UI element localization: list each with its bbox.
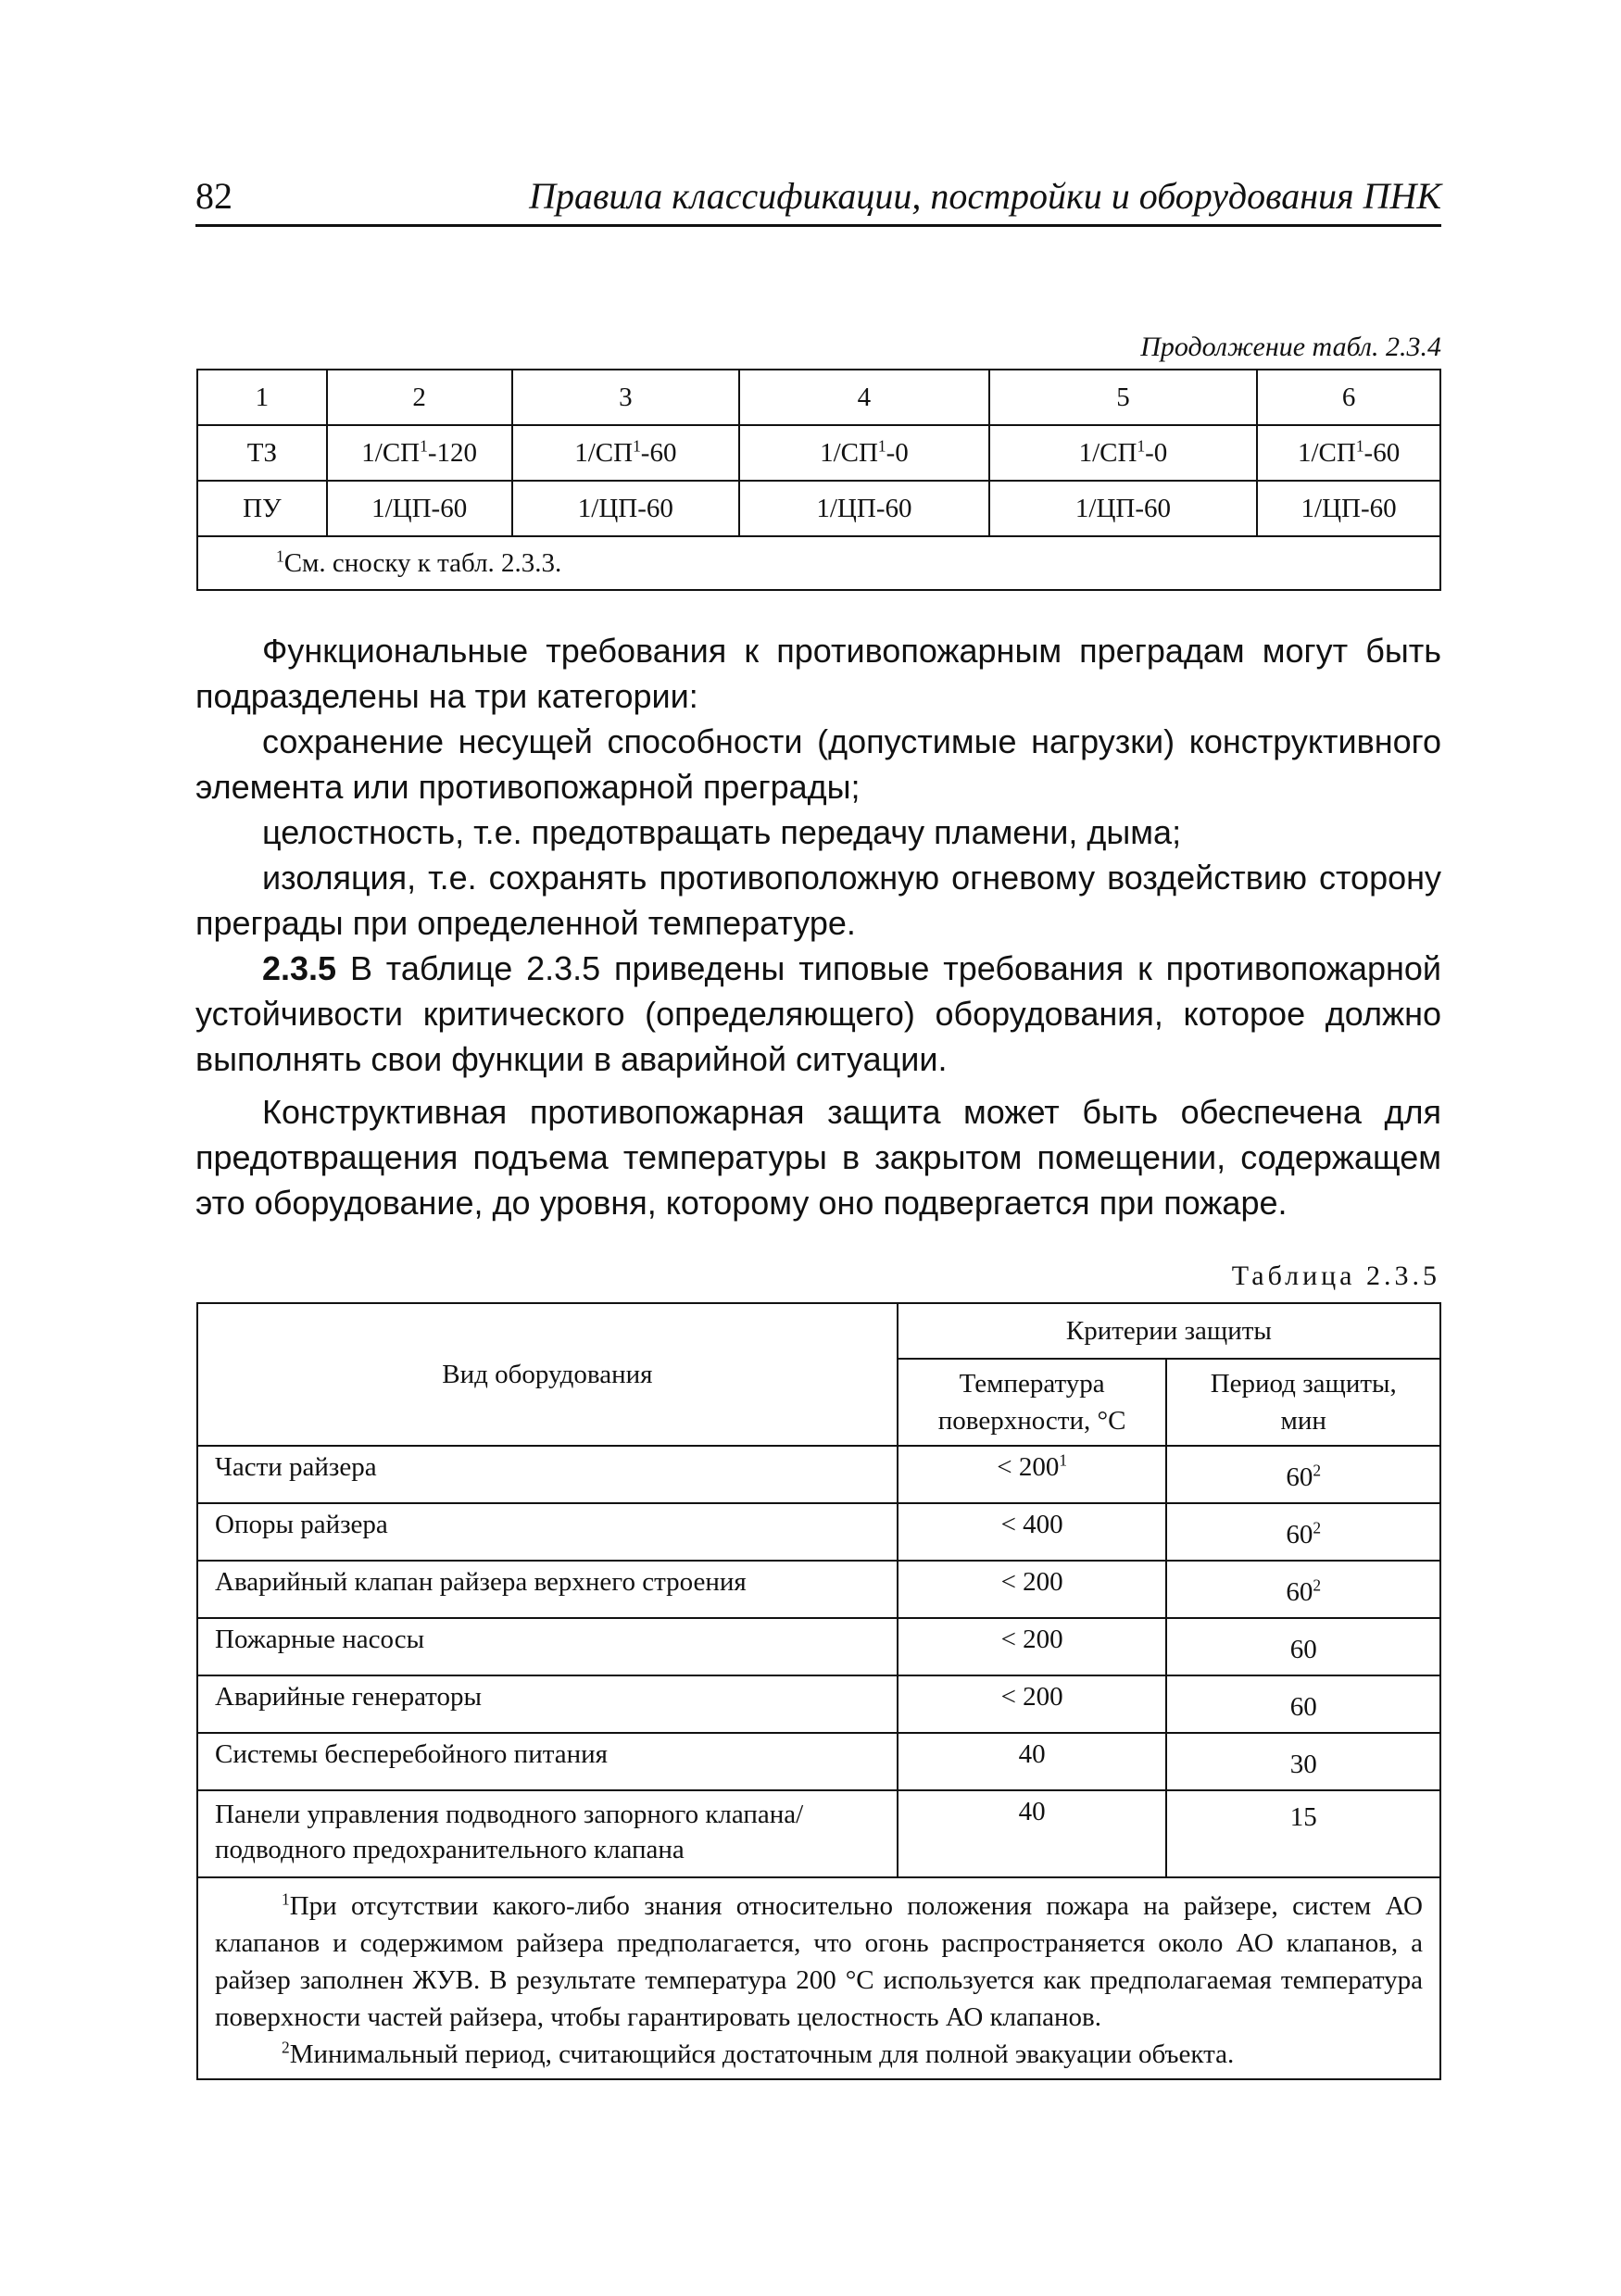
period-cell: 15 [1166, 1790, 1440, 1877]
paragraph: Функциональные требования к противопожарным преградам могут быть подразделены на три категории: [195, 632, 1441, 715]
table-234-row-label: ТЗ [197, 425, 327, 481]
equipment-cell: Системы бесперебойного питания [197, 1733, 898, 1790]
table-234-cell: $1/СП^1-60$ [512, 425, 740, 481]
table-235-notes-row [197, 1877, 1440, 2079]
temp-cell: < 200 [898, 1675, 1167, 1733]
table-234-cell: $1/СП^1-0$ [989, 425, 1258, 481]
table-row [197, 1733, 1440, 1790]
col-criteria-header: Критерии защиты [898, 1303, 1440, 1359]
table-234-row-tz [197, 425, 1440, 481]
table-234-header-cell: 1 [197, 370, 327, 425]
table-234-cell: 1/ЦП-60 [327, 481, 512, 536]
paragraph: 2.3.5 В таблице 2.3.5 приведены типовые требования к противопожарной устойчивости критического (определяющего) оборудования, которое должно выполнять свои функции в аварийной ситуации. [195, 949, 1441, 1078]
equipment-cell: Части райзера [197, 1446, 898, 1503]
paragraph: сохранение несущей способности (допустимые нагрузки) конструктивного элемента или противопожарной преграды; [195, 722, 1441, 806]
table-row [197, 1790, 1440, 1877]
table-234-header-row [197, 370, 1440, 425]
temp-cell: < 200 [898, 1618, 1167, 1675]
table-234-cell: 1/ЦП-60 [1257, 481, 1440, 536]
body-text [195, 628, 1441, 1225]
running-header [195, 169, 1441, 227]
table-234-cell: $1/СП^1-120$ [327, 425, 512, 481]
col-equipment-header: Вид оборудования [197, 1303, 898, 1446]
temp-cell: < 200 [898, 1561, 1167, 1618]
period-cell: $60^2$ [1166, 1561, 1440, 1618]
equipment-cell: Опоры райзера [197, 1503, 898, 1561]
table-235 [196, 1302, 1441, 2080]
paragraph: целостность, т.е. предотвращать передачу пламени, дыма; [262, 813, 1182, 851]
table-234-header-cell: 5 [989, 370, 1258, 425]
table-234-cell: 1/ЦП-60 [512, 481, 740, 536]
equipment-cell: Аварийный клапан райзера верхнего строения [197, 1561, 898, 1618]
table-234-header-cell: 4 [739, 370, 989, 425]
table-234-caption: Продолжение табл. 2.3.4 [1140, 332, 1441, 362]
table-234-cell: $1/СП^1-60$ [1257, 425, 1440, 481]
table-234-row-pu [197, 481, 1440, 536]
section-number: 2.3.5 [262, 949, 337, 987]
table-235-caption: Таблица 2.3.5 [1231, 1261, 1440, 1291]
col-temp-header: Температура поверхности, °С [898, 1359, 1167, 1446]
table-234-header-cell: 3 [512, 370, 740, 425]
table-234-row-label: ПУ [197, 481, 327, 536]
period-cell: 60 [1166, 1618, 1440, 1675]
footnote-2: $^2$Минимальный период, считающийся достаточным для полной эвакуации объекта. [282, 2038, 1235, 2069]
table-row [197, 1446, 1440, 1503]
table-234-footnote-row [197, 536, 1440, 590]
table-234-header-cell: 6 [1257, 370, 1440, 425]
equipment-cell: Пожарные насосы [197, 1618, 898, 1675]
temp-cell: 40 [898, 1790, 1167, 1877]
paragraph: изоляция, т.е. сохранять противоположную огневому воздействию сторону преграды при определенной температуре. [195, 859, 1441, 942]
equipment-cell: Аварийные генераторы [197, 1675, 898, 1733]
equipment-cell: Панели управления подводного запорного клапана/ подводного предохранительного клапана [197, 1790, 898, 1877]
period-cell: $60^2$ [1166, 1503, 1440, 1561]
period-cell: 30 [1166, 1733, 1440, 1790]
table-234-cell: 1/ЦП-60 [739, 481, 989, 536]
page-number: 82 [195, 175, 232, 217]
table-row [197, 1503, 1440, 1561]
table-234-footnote: $^1$См. сноску к табл. 2.3.3. [197, 536, 1440, 590]
table-234-header-cell: 2 [327, 370, 512, 425]
col-period-header: Период защиты, мин [1166, 1359, 1440, 1446]
temp-cell: < 400 [898, 1503, 1167, 1561]
table-row [197, 1618, 1440, 1675]
running-title: Правила классификации, постройки и оборудования ПНК [529, 175, 1441, 217]
temp-cell: < $200^1$ [898, 1446, 1167, 1503]
paragraph: Конструктивная противопожарная защита может быть обеспечена для предотвращения подъема температуры в закрытом помещении, содержащем это оборудование, до уровня, которому оно подвергается при пожаре. [195, 1093, 1441, 1222]
table-234-cell: 1/ЦП-60 [989, 481, 1258, 536]
table-235-header-row-1 [197, 1303, 1440, 1359]
period-cell: $60^2$ [1166, 1446, 1440, 1503]
table-234-cell: $1/СП^1-0$ [739, 425, 989, 481]
table-row [197, 1561, 1440, 1618]
footnote-1: $^1$При отсутствии какого-либо знания относительно положения пожара на райзере, систем АО клапанов и содержимом райзера предполагается, что огонь распространяется около АО клапанов, а райзер заполнен ЖУВ. В результате температура 200 °С используется как предполагаемая температура поверхности частей райзера, чтобы гарантировать целостность АО клапанов. [215, 1889, 1423, 2032]
table-row [197, 1675, 1440, 1733]
period-cell: 60 [1166, 1675, 1440, 1733]
table-235-notes [197, 1877, 1440, 2079]
table-234 [196, 369, 1441, 591]
temp-cell: 40 [898, 1733, 1167, 1790]
